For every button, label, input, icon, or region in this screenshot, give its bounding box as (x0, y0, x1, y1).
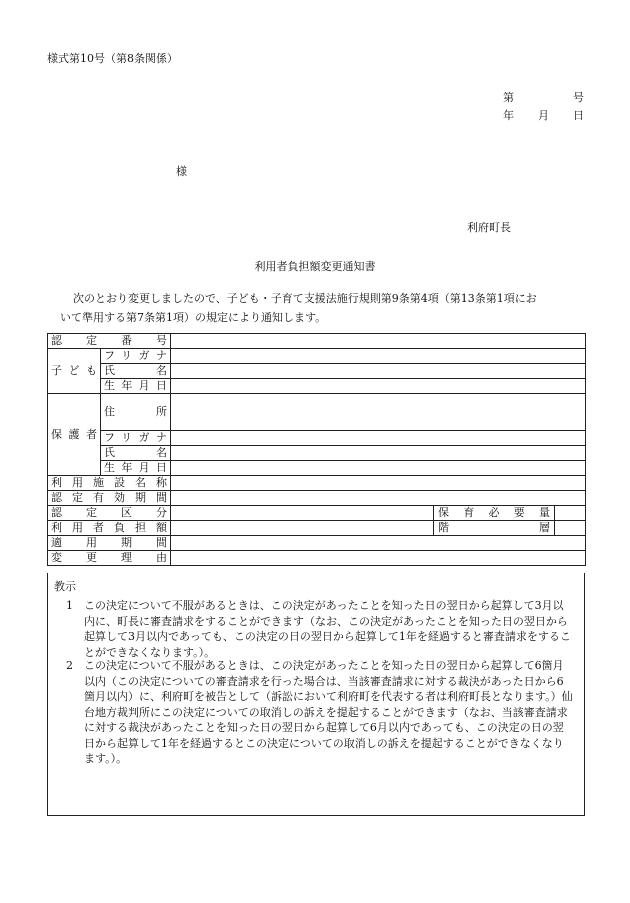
period-value (171, 536, 586, 551)
fee-label: 利用者負担額 (51, 521, 167, 534)
table-row (48, 521, 586, 536)
table-row (48, 379, 586, 394)
appeal-notice-text: この決定について不服があるときは、この決定があったことを知った日の翌日から起算して6箇月以内（この決定についての審査請求を行った場合は、当該審査請求に対する裁決があった日から6箇月以内）に、利府町を被告として（訴訟において利府町を代表する者は利府町長となります。）仙台地方裁判所にこの決定についての取消しの訴えを提起することができます（なお、当該審査請求に対する裁決があったことを知った日の翌日から起算して6月以内であっても、この決定の日の翌日から起算して1年を経過するとこの決定についての取消しの訴えを提起することができなくなります。）。 (84, 659, 573, 765)
guardian-name-label: 氏名 (104, 446, 167, 459)
cert-number-label: 認定番号 (51, 334, 167, 347)
table-row (48, 536, 586, 551)
need-level-label: 保育必要量 (434, 506, 555, 520)
table-row (48, 446, 586, 461)
number-prefix: 第 (503, 91, 514, 104)
period-label: 適用期間 (51, 536, 167, 549)
cert-number-value (171, 334, 586, 349)
notice-body-line2: いて準用する第7条第1項）の規定により通知します。 (60, 311, 327, 324)
child-birthdate-value (171, 379, 586, 394)
guardian-birthdate-value (171, 461, 586, 476)
table-row (48, 506, 586, 521)
document-title: 利用者負担額変更通知書 (254, 260, 376, 273)
number-suffix: 号 (573, 91, 584, 104)
guardian-group-label: 保護者 (51, 427, 97, 441)
category-label: 認定区分 (51, 506, 167, 519)
appeal-notice-box (47, 573, 585, 816)
child-group-label: 子ども (51, 364, 97, 377)
guardian-address-value (171, 394, 586, 431)
appeal-notice-number: 1 (66, 599, 73, 612)
fee-value (171, 521, 434, 536)
date-year: 年 (503, 109, 514, 122)
category-value (171, 506, 434, 521)
validity-value (171, 491, 586, 506)
child-birthdate-label: 生年月日 (104, 379, 167, 392)
table-row (48, 394, 586, 431)
table-row (48, 491, 586, 506)
table-row (48, 364, 586, 379)
guardian-birthdate-label: 生年月日 (104, 461, 167, 474)
notice-body (60, 289, 580, 327)
tier-label: 階層 (434, 521, 555, 535)
notice-body-line1: 次のとおり変更しましたので、子ども・子育て支援法施行規則第9条第4項（第13条第1項にお (73, 292, 537, 305)
child-name-label: 氏名 (104, 364, 167, 377)
appeal-notice-number: 2 (66, 659, 73, 672)
table-row (48, 551, 586, 566)
table-row (48, 461, 586, 476)
appeal-notice-text: この決定について不服があるときは、この決定があったことを知った日の翌日から起算して3月以内に、町長に審査請求をすることができます（なお、この決定があったことを知った日の翌日から起算して3月以内であっても、この決定の日の翌日から起算して1年を経過すると審査請求をすることができなくなります。）。 (84, 599, 571, 659)
date-day: 日 (573, 109, 584, 122)
issuer: 利府町長 (467, 221, 511, 234)
table-row (48, 334, 586, 349)
guardian-furigana-label: フリガナ (104, 431, 167, 444)
appeal-notice-item (66, 598, 574, 660)
facility-value (171, 476, 586, 491)
table-row (48, 349, 586, 364)
appeal-notice-label: 教示 (54, 580, 76, 593)
facility-label: 利用施設名称 (51, 476, 167, 489)
guardian-furigana-value (171, 431, 586, 446)
child-furigana-value (171, 349, 586, 364)
info-table (47, 333, 586, 566)
form-number-label: 様式第10号（第8条関係） (47, 52, 178, 65)
guardian-name-value (171, 446, 586, 461)
table-row (48, 476, 586, 491)
guardian-address-label: 住所 (104, 405, 167, 418)
table-row (48, 431, 586, 446)
date-month: 月 (538, 109, 549, 122)
appeal-notice-item (66, 658, 574, 767)
reason-label: 変更理由 (51, 551, 167, 564)
child-name-value (171, 364, 586, 379)
addressee: 様 (176, 165, 187, 178)
validity-label: 認定有効期間 (51, 491, 167, 504)
reason-value (171, 551, 586, 566)
child-furigana-label: フリガナ (104, 349, 167, 362)
